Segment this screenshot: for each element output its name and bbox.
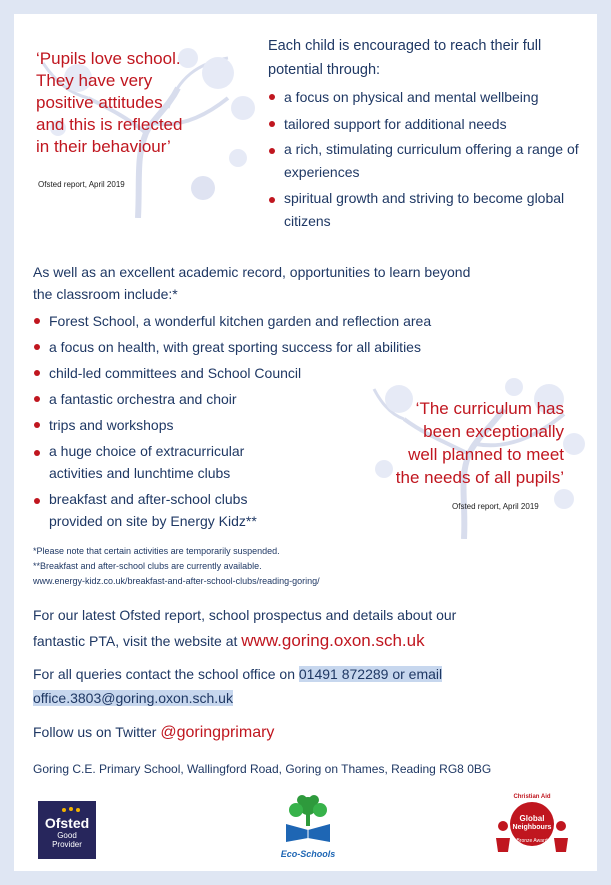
contact-section [33,662,593,710]
website-section [33,602,593,654]
quote-source: Ofsted report, April 2019 [452,502,539,511]
phone-link[interactable] [299,666,442,682]
neighbours-top-text: Christian Aid [513,794,551,800]
eco-schools-logo [278,794,338,860]
ofsted-logo [38,801,96,859]
intro-heading [268,34,588,82]
contact-text: For all queries contact the school office on [33,666,299,682]
quote-line: and this is reflected [36,115,183,134]
footnote-link[interactable]: www.energy-kidz.co.uk/breakfast-and-after-school-clubs/reading-goring/ [33,576,320,586]
twitter-section [33,719,274,746]
opportunities-heading-line: the classroom include:* [33,286,178,302]
or-email-text: or email [388,666,443,682]
list-item: a fantastic orchestra and choir [33,386,593,412]
twitter-text: Follow us on Twitter [33,724,161,740]
neighbours-name: Neighbours [512,824,552,831]
list-item: a focus on physical and mental wellbeing [268,84,586,110]
quote-line: positive attitudes [36,93,163,112]
list-item: spiritual growth and striving to become global citizens [268,187,586,233]
star-icon [60,806,82,814]
twitter-handle-link[interactable]: @goringprimary [160,724,275,741]
phone-number: 01491 872289 [298,666,389,682]
list-item: breakfast and after-school clubs provided on site by Energy Kidz** [33,488,299,532]
opportunities-heading [33,261,583,305]
neighbours-bottom-text: Bronze Award [516,838,548,844]
flyer-page [14,14,597,871]
list-item: child-led committees and School Council [33,360,593,386]
footnotes [33,544,533,589]
quote-ofsted-behaviour [36,48,236,158]
quote-line: been exceptionally [423,422,564,441]
list-item: a huge choice of extracurricular activities and lunchtime clubs [33,440,289,484]
list-item: Forest School, a wonderful kitchen garden and reflection area [33,308,593,334]
website-link[interactable]: www.goring.oxon.sch.uk [241,631,425,650]
website-text: fantastic PTA, visit the website at [33,633,242,649]
footnote: *Please note that certain activities are temporarily suspended. [33,546,280,556]
list-item: trips and workshops [33,412,593,438]
footnote: **Breakfast and after-school clubs are currently available. [33,561,262,571]
ofsted-logo-line: Good [57,831,77,840]
school-address: Goring C.E. Primary School, Wallingford Road, Goring on Thames, Reading RG8 0BG [33,762,492,776]
intro-heading-line: potential through: [268,62,381,78]
intro-list [268,84,586,233]
eco-tree-icon [278,794,338,844]
ofsted-logo-name: Ofsted [44,815,90,831]
website-line: For our latest Ofsted report, school prospectus and details about our [33,607,457,623]
website-line [33,628,593,654]
quote-ofsted-curriculum [374,397,564,489]
quote-line: well planned to meet [408,445,564,464]
global-neighbours-logo [494,790,570,860]
quote-line: They have very [36,71,153,90]
neighbours-name: Global [519,814,545,823]
eco-schools-label: Eco-Schools [280,849,336,859]
quote-line: in their behaviour’ [36,137,171,156]
quote-line: ‘The curriculum has [415,399,564,418]
quote-source: Ofsted report, April 2019 [38,180,125,189]
ofsted-logo-line: Provider [52,840,82,849]
list-item: a focus on health, with great sporting success for all abilities [33,334,593,360]
list-item: tailored support for additional needs [268,111,586,137]
intro-heading-line: Each child is encouraged to reach their full [268,38,542,54]
quote-line: ‘Pupils love school. [36,49,181,68]
email-link[interactable]: office.3803@goring.oxon.sch.uk [33,690,233,706]
opportunities-heading-line: As well as an excellent academic record, opportunities to learn beyond [33,264,471,280]
list-item: a rich, stimulating curriculum offering a range of experiences [268,138,586,184]
quote-line: the needs of all pupils’ [395,468,564,487]
